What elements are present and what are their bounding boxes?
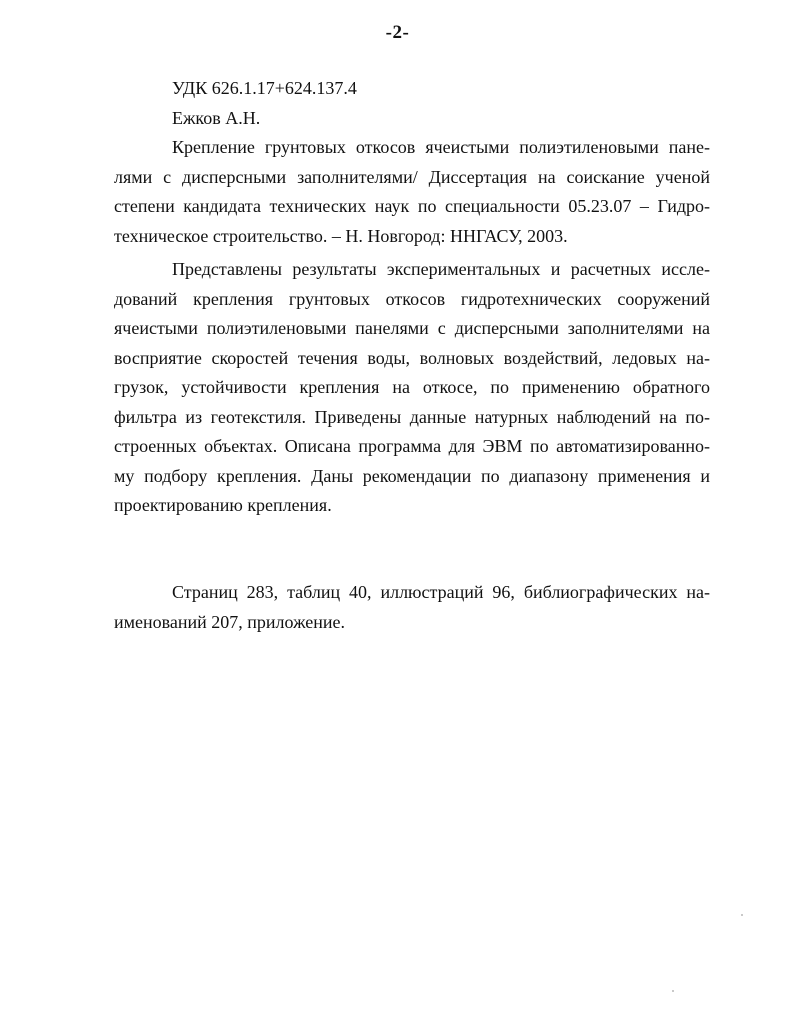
abstract-line: строенных объектах. Описана программа для ЭВМ по автоматизированно- [114,436,710,456]
stats-line: Страниц 283, таблиц 40, иллюстраций 96, библиографических на- [172,582,710,602]
author-text: Ежков А.Н. [172,108,261,128]
abstract-line: му подбору крепления. Даны рекомендации по диапазону применения и [114,465,710,486]
abstract-line: проектированию крепления. [114,495,332,515]
stats-paragraph [114,578,710,637]
abstract-paragraph [114,255,710,521]
scan-speck [741,914,743,916]
citation-line: техническое строительство. – Н. Новгород: ННГАСУ, 2003. [114,225,568,246]
author-name [114,104,710,134]
abstract-line: дований крепления грунтовых откосов гидротехнических сооружений [114,288,710,309]
abstract-line: Представлены результаты экспериментальных и расчетных иссле- [172,259,710,279]
citation-line: Крепление грунтовых откосов ячеистыми полиэтиленовыми пане- [172,137,710,157]
abstract-line: ячеистыми полиэтиленовыми панелями с дисперсными заполнителями на [114,318,710,338]
stats-line: именований 207, приложение. [114,611,346,632]
udk-text: УДК 626.1.17+624.137.4 [172,78,357,98]
page-number: -2- [385,22,410,43]
citation-paragraph [114,133,710,251]
abstract-line: фильтра из геотекстиля. Приведены данные натурных наблюдений на по- [114,406,710,427]
abstract-line: восприятие скоростей течения воды, волновых воздействий, ледовых на- [114,347,710,368]
udk-code [114,74,710,104]
abstract-line: грузок, устойчивости крепления на откосе, по применению обратного [114,377,710,397]
citation-line: степени кандидата технических наук по специальности 05.23.07 – Гидро- [114,196,710,216]
citation-line: лями с дисперсными заполнителями/ Диссертация на соискание ученой [114,166,710,187]
scan-speck [672,990,674,992]
